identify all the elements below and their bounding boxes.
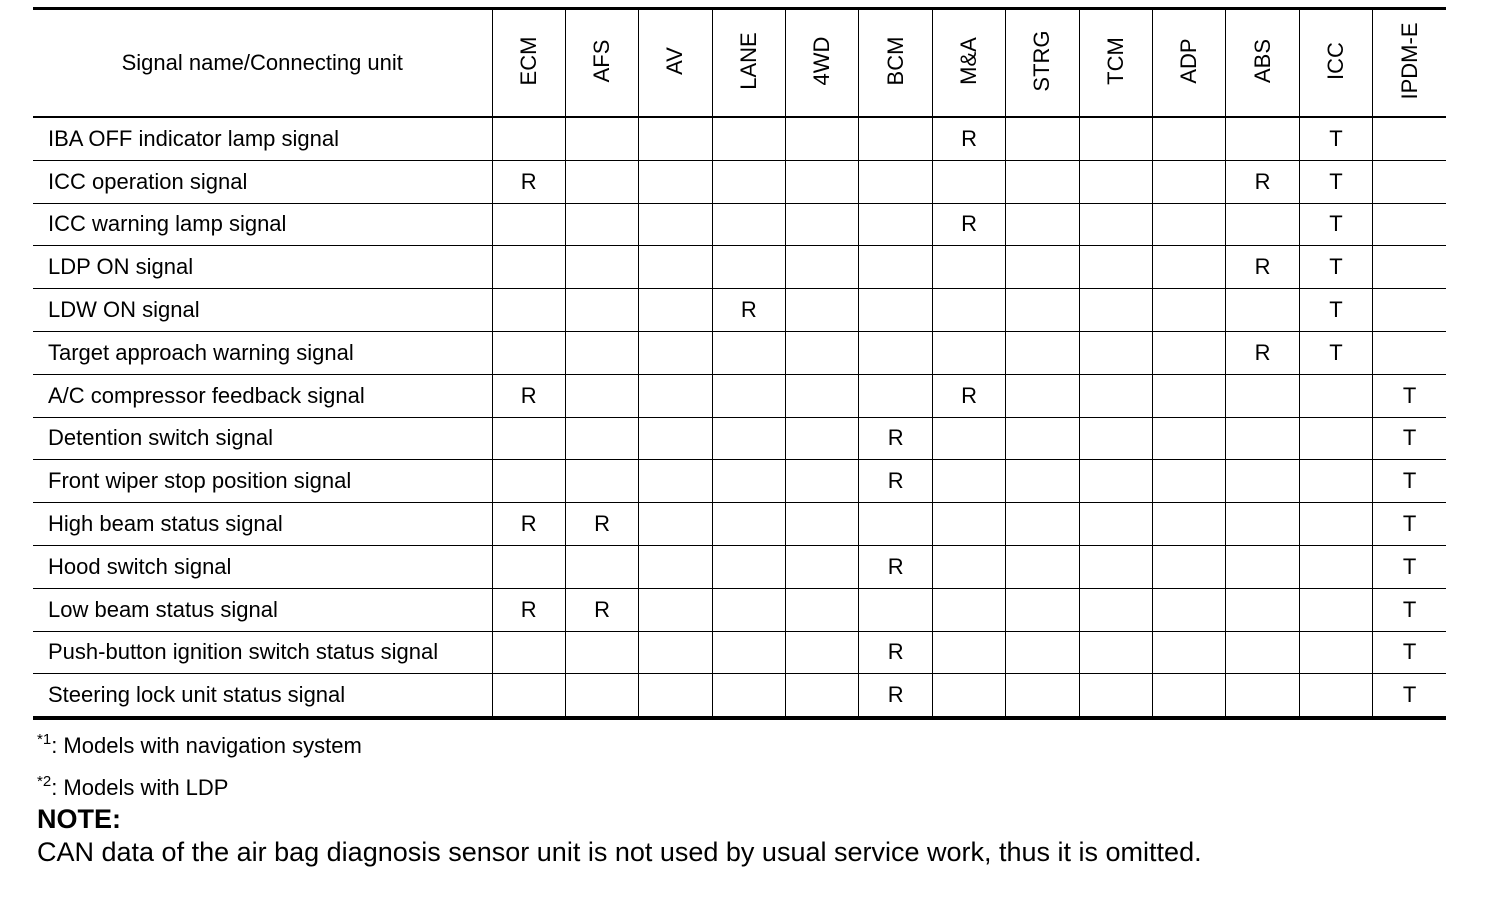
signal-cell [1226, 674, 1299, 718]
signal-cell [786, 631, 859, 674]
signal-cell [1153, 460, 1226, 503]
signal-cell: T [1373, 460, 1446, 503]
signal-cell [1153, 289, 1226, 332]
signal-cell [639, 203, 712, 246]
table-row [33, 331, 1446, 374]
signal-cell [786, 331, 859, 374]
signal-cell: T [1299, 331, 1372, 374]
signal-cell [565, 374, 638, 417]
unit-label: ABS [1249, 38, 1275, 84]
signal-cell [1299, 631, 1372, 674]
signal-cell [932, 631, 1005, 674]
signal-cell [712, 545, 785, 588]
signal-cell: R [492, 588, 565, 631]
unit-label: ADP [1176, 38, 1202, 84]
signal-cell [1079, 545, 1152, 588]
header-unit-ecm [492, 9, 565, 118]
signal-cell [1226, 460, 1299, 503]
signal-cell [1153, 503, 1226, 546]
signal-cell [565, 289, 638, 332]
signal-name: Hood switch signal [33, 545, 492, 588]
header-unit-ipdm-e [1373, 9, 1446, 118]
signal-cell [639, 545, 712, 588]
signal-cell: R [859, 545, 932, 588]
signal-cell [639, 631, 712, 674]
signal-name: Detention switch signal [33, 417, 492, 460]
signal-name: A/C compressor feedback signal [33, 374, 492, 417]
signal-cell [639, 331, 712, 374]
signal-cell [1006, 460, 1079, 503]
signal-cell [786, 160, 859, 203]
signal-cell [786, 503, 859, 546]
header-unit-icc [1299, 9, 1372, 118]
unit-label: TCM [1102, 37, 1128, 85]
footnote-ldp [37, 775, 228, 801]
signal-cell [859, 160, 932, 203]
note-text: CAN data of the air bag diagnosis sensor unit is not used by usual service work, thus it is omitted. [37, 837, 1202, 867]
signal-cell [786, 460, 859, 503]
table-row [33, 503, 1446, 546]
signal-cell: T [1373, 631, 1446, 674]
signal-cell: R [492, 160, 565, 203]
signal-cell [639, 460, 712, 503]
signal-cell: R [932, 374, 1005, 417]
signal-cell [639, 374, 712, 417]
signal-cell [1006, 545, 1079, 588]
signal-cell [1153, 117, 1226, 160]
signal-cell [1153, 246, 1226, 289]
signal-name: LDP ON signal [33, 246, 492, 289]
unit-label: 4WD [809, 36, 835, 86]
signal-cell [639, 588, 712, 631]
signal-cell [1079, 203, 1152, 246]
unit-label: LANE [735, 32, 761, 90]
table-body [33, 117, 1446, 718]
signal-cell [1153, 417, 1226, 460]
footnote-text: : Models with LDP [51, 775, 229, 800]
signal-cell [786, 417, 859, 460]
signal-cell [932, 289, 1005, 332]
signal-name: Target approach warning signal [33, 331, 492, 374]
signal-cell [565, 117, 638, 160]
signal-cell [1079, 246, 1152, 289]
signal-cell [859, 246, 932, 289]
signal-cell [932, 246, 1005, 289]
header-unit-m-a [932, 9, 1005, 118]
signal-cell [859, 331, 932, 374]
signal-cell [1079, 289, 1152, 332]
signal-cell [639, 117, 712, 160]
signal-cell [1006, 588, 1079, 631]
signal-cell [712, 117, 785, 160]
signal-name: Steering lock unit status signal [33, 674, 492, 718]
table-row [33, 588, 1446, 631]
signal-cell [859, 289, 932, 332]
signal-cell [1079, 588, 1152, 631]
signal-cell: R [932, 203, 1005, 246]
header-unit-tcm [1079, 9, 1152, 118]
signal-cell: R [1226, 331, 1299, 374]
signal-cell: R [859, 631, 932, 674]
signal-cell [492, 331, 565, 374]
table-row [33, 631, 1446, 674]
signal-cell [1299, 374, 1372, 417]
signal-cell [1006, 503, 1079, 546]
footnote-mark: *2 [37, 773, 52, 790]
signal-cell [1226, 503, 1299, 546]
signal-cell [1079, 160, 1152, 203]
signal-cell [492, 117, 565, 160]
signal-cell [1153, 203, 1226, 246]
signal-cell: R [859, 417, 932, 460]
header-unit-lane [712, 9, 785, 118]
signal-cell [1373, 331, 1446, 374]
signal-cell [1373, 117, 1446, 160]
signal-cell [565, 331, 638, 374]
signal-cell [712, 331, 785, 374]
signal-cell [1226, 289, 1299, 332]
signal-cell [1006, 417, 1079, 460]
signal-cell [492, 246, 565, 289]
signal-cell [1006, 246, 1079, 289]
unit-label: IPDM-E [1396, 22, 1422, 100]
signal-cell: R [932, 117, 1005, 160]
signal-cell [712, 503, 785, 546]
signal-cell [1299, 588, 1372, 631]
signal-cell [786, 674, 859, 718]
signal-cell [932, 417, 1005, 460]
signal-cell [1006, 331, 1079, 374]
signal-cell [1006, 203, 1079, 246]
signal-cell: R [565, 503, 638, 546]
signal-cell [1226, 588, 1299, 631]
signal-cell [1006, 289, 1079, 332]
signal-cell [786, 203, 859, 246]
signal-cell: T [1299, 289, 1372, 332]
signal-cell [712, 674, 785, 718]
signal-cell: R [1226, 246, 1299, 289]
footnote-navigation [37, 733, 362, 759]
signal-cell [1006, 160, 1079, 203]
table-row [33, 460, 1446, 503]
signal-cell [1079, 331, 1152, 374]
signal-cell [1153, 374, 1226, 417]
signal-cell [565, 545, 638, 588]
signal-cell [712, 160, 785, 203]
signal-cell [786, 289, 859, 332]
signal-cell [1153, 588, 1226, 631]
signal-cell [565, 460, 638, 503]
signal-cell: T [1299, 203, 1372, 246]
signal-cell [1226, 545, 1299, 588]
signal-cell [1373, 246, 1446, 289]
signal-cell: T [1373, 503, 1446, 546]
signal-cell [565, 417, 638, 460]
signal-cell [1079, 674, 1152, 718]
table-row [33, 203, 1446, 246]
signal-cell [639, 503, 712, 546]
header-unit-adp [1153, 9, 1226, 118]
signal-cell [786, 374, 859, 417]
signal-cell [932, 160, 1005, 203]
table-header-row [33, 9, 1446, 118]
header-unit-strg [1006, 9, 1079, 118]
signal-name: High beam status signal [33, 503, 492, 546]
signal-name: ICC operation signal [33, 160, 492, 203]
signal-cell [492, 289, 565, 332]
table-row [33, 160, 1446, 203]
signal-cell: R [712, 289, 785, 332]
signal-cell: R [859, 460, 932, 503]
signal-cell [932, 503, 1005, 546]
signal-cell [1079, 417, 1152, 460]
header-unit-4wd [786, 9, 859, 118]
signal-cell: T [1299, 160, 1372, 203]
signal-cell [492, 545, 565, 588]
signal-cell [565, 674, 638, 718]
signal-name: LDW ON signal [33, 289, 492, 332]
signal-cell [1299, 503, 1372, 546]
header-unit-bcm [859, 9, 932, 118]
unit-label: ICC [1322, 42, 1348, 80]
signal-cell [565, 631, 638, 674]
signal-cell [565, 160, 638, 203]
signal-cell [1226, 417, 1299, 460]
signal-cell [712, 203, 785, 246]
signal-cell: T [1373, 674, 1446, 718]
signal-cell [932, 588, 1005, 631]
signal-cell: R [492, 374, 565, 417]
signal-cell: T [1373, 417, 1446, 460]
signal-cell [786, 588, 859, 631]
signal-cell [492, 460, 565, 503]
unit-label: AV [662, 47, 688, 75]
table-row [33, 545, 1446, 588]
signal-cell [712, 374, 785, 417]
signal-cell: R [565, 588, 638, 631]
signal-cell: R [492, 503, 565, 546]
signal-name: Front wiper stop position signal [33, 460, 492, 503]
signal-cell [786, 246, 859, 289]
signal-cell [1373, 289, 1446, 332]
signal-cell [565, 203, 638, 246]
signal-cell [932, 545, 1005, 588]
signal-cell [1299, 674, 1372, 718]
footnote-mark: *1 [37, 731, 52, 748]
signal-name: ICC warning lamp signal [33, 203, 492, 246]
signal-cell [492, 417, 565, 460]
signal-cell [1299, 545, 1372, 588]
signal-cell [1079, 631, 1152, 674]
table-row [33, 117, 1446, 160]
signal-cell [1079, 460, 1152, 503]
signal-cell [1153, 631, 1226, 674]
signal-cell [1299, 460, 1372, 503]
signal-cell [1079, 374, 1152, 417]
signal-cell [492, 674, 565, 718]
signal-cell: R [1226, 160, 1299, 203]
header-unit-av [639, 9, 712, 118]
unit-label: BCM [882, 36, 908, 86]
signal-cell [1153, 674, 1226, 718]
table-row [33, 417, 1446, 460]
signal-cell [859, 203, 932, 246]
header-signal-name: Signal name/Connecting unit [33, 9, 492, 118]
signal-cell [1153, 331, 1226, 374]
signal-name: IBA OFF indicator lamp signal [33, 117, 492, 160]
unit-label: M&A [956, 37, 982, 85]
signal-cell [639, 160, 712, 203]
table-row [33, 289, 1446, 332]
signal-cell [1373, 160, 1446, 203]
signal-cell [492, 203, 565, 246]
signal-cell: T [1299, 246, 1372, 289]
signal-cell: T [1299, 117, 1372, 160]
signal-cell [712, 460, 785, 503]
note-title: NOTE: [37, 804, 121, 834]
signal-cell [1006, 374, 1079, 417]
signal-cell [932, 331, 1005, 374]
signal-cell [1079, 503, 1152, 546]
signal-cell [1079, 117, 1152, 160]
unit-label: STRG [1029, 30, 1055, 92]
signal-cell [786, 117, 859, 160]
signal-cell [1006, 117, 1079, 160]
signal-cell [859, 117, 932, 160]
signal-cell [1226, 117, 1299, 160]
header-unit-abs [1226, 9, 1299, 118]
signal-cell [1153, 160, 1226, 203]
footnote-text: : Models with navigation system [51, 733, 362, 758]
signal-cell [859, 588, 932, 631]
signal-cell: R [859, 674, 932, 718]
signal-cell [786, 545, 859, 588]
signal-cell [859, 503, 932, 546]
signal-cell: T [1373, 374, 1446, 417]
table-row [33, 374, 1446, 417]
unit-label: AFS [589, 39, 615, 83]
signal-cell [712, 588, 785, 631]
signal-cell [639, 289, 712, 332]
table-row [33, 674, 1446, 718]
header-unit-afs [565, 9, 638, 118]
signal-cell [492, 631, 565, 674]
signal-cell [1226, 203, 1299, 246]
signal-name: Low beam status signal [33, 588, 492, 631]
signal-cell [932, 674, 1005, 718]
signal-cell [712, 246, 785, 289]
signal-cell [639, 246, 712, 289]
signal-name: Push-button ignition switch status signal [33, 631, 492, 674]
can-signal-table [33, 7, 1446, 720]
signal-cell [1373, 203, 1446, 246]
signal-cell [1299, 417, 1372, 460]
signal-cell [1226, 631, 1299, 674]
table-row [33, 246, 1446, 289]
signal-cell [639, 417, 712, 460]
signal-cell [639, 674, 712, 718]
signal-cell [932, 460, 1005, 503]
signal-cell: T [1373, 588, 1446, 631]
signal-cell [1153, 545, 1226, 588]
signal-cell [859, 374, 932, 417]
signal-cell [712, 631, 785, 674]
unit-label: ECM [515, 36, 541, 86]
signal-cell: T [1373, 545, 1446, 588]
signal-cell [565, 246, 638, 289]
signal-cell [1226, 374, 1299, 417]
signal-cell [1006, 631, 1079, 674]
signal-cell [712, 417, 785, 460]
signal-cell [1006, 674, 1079, 718]
